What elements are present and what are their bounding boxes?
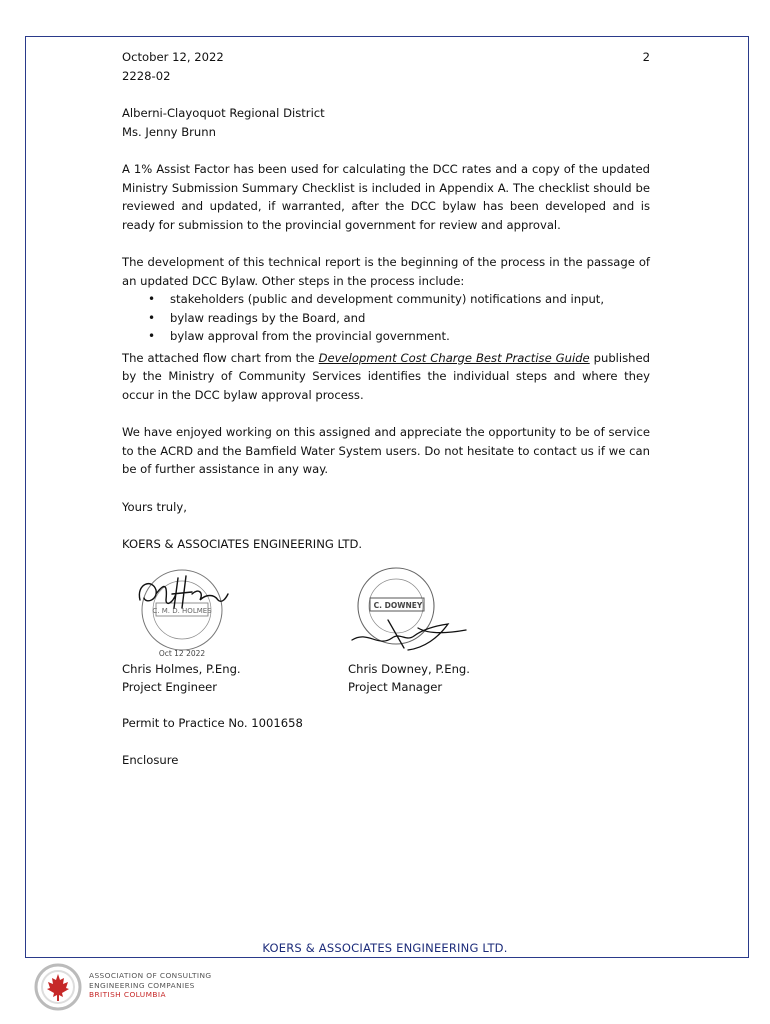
logo-line: ASSOCIATION OF CONSULTING xyxy=(89,971,212,980)
holmes-name: Chris Holmes, P.Eng. xyxy=(122,661,241,676)
best-practise-guide-link[interactable]: Development Cost Charge Best Practise Guide xyxy=(318,350,590,365)
permit-number: Permit to Practice No. 1001658 xyxy=(122,715,303,730)
signatory-downey xyxy=(348,564,548,694)
enclosure-note: Enclosure xyxy=(122,753,179,767)
paragraph-flow-chart xyxy=(122,349,650,405)
page-number: 2 xyxy=(642,50,650,64)
recipient-name: Ms. Jenny Brunn xyxy=(122,124,216,139)
logo-line: ENGINEERING COMPANIES xyxy=(89,980,195,990)
downey-seal-name: C. DOWNEY xyxy=(373,600,423,610)
downey-title: Project Manager xyxy=(348,680,443,694)
holmes-title: Project Engineer xyxy=(122,680,217,694)
footer-firm-name: KOERS & ASSOCIATES ENGINEERING LTD. xyxy=(262,941,508,955)
paragraph-process: The development of this technical report is the beginning of the process in the passage of an updated DCC Bylaw. Other steps in the process include: xyxy=(122,255,650,288)
holmes-seal-icon xyxy=(122,564,242,660)
file-number: 2228-02 xyxy=(122,68,171,83)
letter-date: October 12, 2022 xyxy=(122,50,224,64)
holmes-seal-date: Oct 12 2022 xyxy=(158,648,206,658)
logo-line: BRITISH COLUMBIA xyxy=(89,990,166,999)
maple-leaf-logo-icon xyxy=(33,962,85,1012)
downey-name: Chris Downey, P.Eng. xyxy=(348,661,470,676)
logo-text xyxy=(89,971,212,1000)
list-item: • bylaw readings by the Board, and xyxy=(170,309,650,328)
recipient-organization: Alberni-Clayoquot Regional District xyxy=(122,106,325,120)
salutation: Yours truly, xyxy=(122,499,187,514)
list-item: • stakeholders (public and development community) notifications and input, xyxy=(170,290,650,309)
letter-header xyxy=(122,48,650,85)
firm-signature-line: KOERS & ASSOCIATES ENGINEERING LTD. xyxy=(122,537,363,551)
list-item: • bylaw approval from the provincial government. xyxy=(170,327,650,346)
paragraph-assist-factor: A 1% Assist Factor has been used for calculating the DCC rates and a copy of the updated Ministry Submission Summary Checklist is included in Appendix A. The checklist should be reviewed and updated, if warranted, after the DCC bylaw has been developed and is ready for submission to the provincial government for review and approval. xyxy=(122,162,650,232)
acec-bc-logo xyxy=(33,962,233,1012)
process-steps-list xyxy=(122,290,650,346)
signatory-holmes xyxy=(122,564,322,694)
paragraph-flow-chart-rest: published by the Ministry of Community Services identifies the individual steps and where they occur in the DCC bylaw approval process. xyxy=(122,350,651,402)
signature-row xyxy=(122,564,650,704)
paragraph-flow-chart-lead: The attached flow chart from the xyxy=(122,350,319,365)
holmes-seal-name: C. M. D. HOLMES xyxy=(152,606,212,615)
paragraph-appreciation: We have enjoyed working on this assigned and appreciate the opportunity to be of service to the ACRD and the Bamfield Water System users. Do not hesitate to contact us if we can be of further assistance in any way. xyxy=(122,425,650,476)
letter-body xyxy=(122,48,650,770)
downey-seal-icon xyxy=(348,564,478,660)
